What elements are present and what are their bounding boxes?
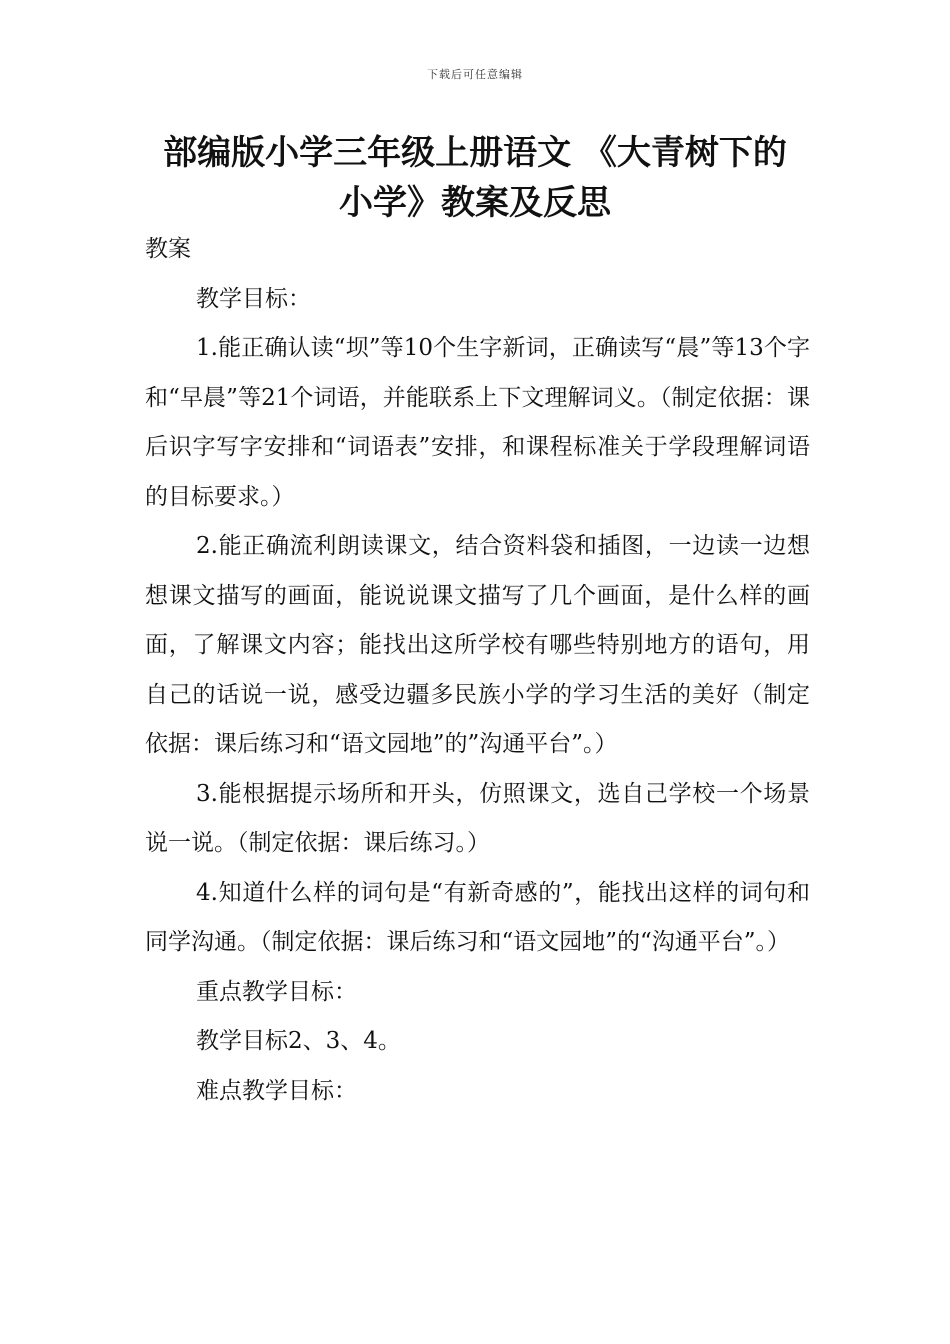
key-objectives-value: 教学目标2、3、4。	[196, 1028, 401, 1054]
teaching-objectives-heading: 教学目标：	[196, 285, 311, 312]
document-body	[145, 225, 810, 1116]
objective-2-paragraph: 2.能正确流利朗读课文，结合资料袋和插图，一边读一边想想课文描写的画面，能说说课文描写了几个画面，是什么样的画面，了解课文内容；能找出这所学校有哪些特别地方的语句，用自己的话说一说，感受边疆多民族小学的学习生活的美好（制定依据：课后练习和“语文园地”的”沟通平台”。）	[145, 533, 810, 757]
difficult-objectives-heading: 难点教学目标：	[196, 1077, 357, 1104]
section-heading-lesson-plan: 教案	[145, 236, 191, 262]
objective-3-paragraph: 3.能根据提示场所和开头，仿照课文，选自己学校一个场景说一说。（制定依据：课后练习。）	[145, 780, 810, 856]
objective-1-paragraph: 1.能正确认读“坝”等10个生字新词，正确读写“晨”等13个字和“早晨”等21个词语，并能联系上下文理解词义。（制定依据：课后识字写字安排和“词语表”安排，和课程标准关于学段理解词语的目标要求。）	[145, 335, 810, 510]
title-line-2: 小学》教案及反思	[339, 183, 611, 223]
header-note: 下载后可任意编辑	[427, 68, 523, 81]
key-objectives-heading: 重点教学目标：	[196, 978, 357, 1005]
document-title	[120, 128, 830, 228]
title-line-1: 部编版小学三年级上册语文 《大青树下的	[163, 133, 787, 173]
objective-4-paragraph: 4.知道什么样的词句是“有新奇感的”，能找出这样的词句和同学沟通。（制定依据：课后练习和“语文园地”的“沟通平台”。）	[145, 879, 810, 955]
